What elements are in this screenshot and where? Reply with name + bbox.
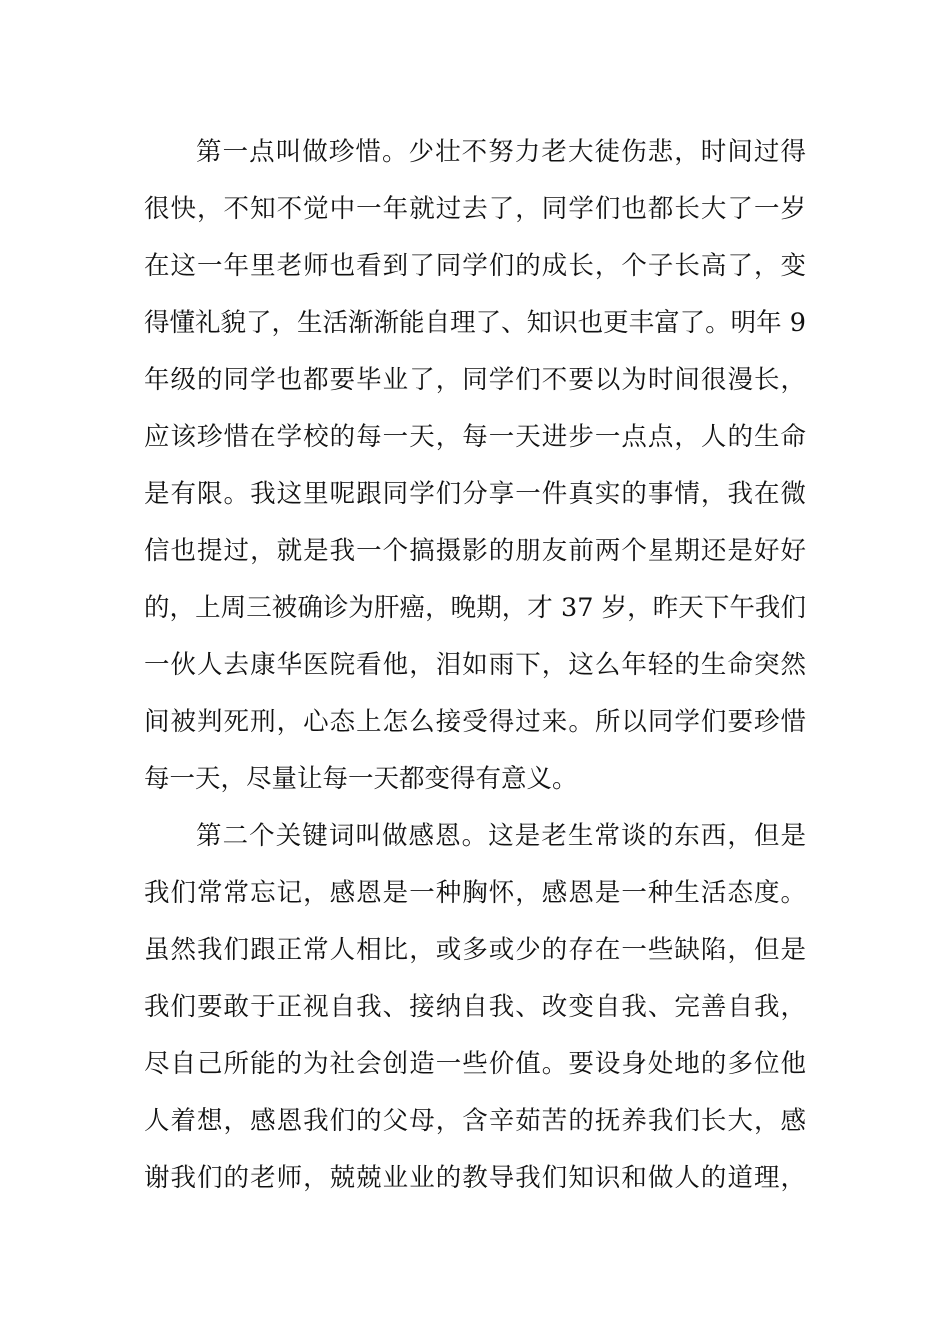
text-line: 得懂礼貌了，生活渐渐能自理了、知识也更丰富了。明年 9 bbox=[144, 308, 806, 338]
text-line: 一伙人去康华医院看他，泪如雨下，这么年轻的生命突然 bbox=[144, 650, 806, 680]
text-line: 尽自己所能的为社会创造一些价值。要设身处地的多位他 bbox=[144, 1049, 806, 1079]
text-line: 年级的同学也都要毕业了，同学们不要以为时间很漫长， bbox=[144, 365, 806, 395]
paragraph-cherish bbox=[144, 124, 806, 808]
text-line: 谢我们的老师，兢兢业业的教导我们知识和做人的道理， bbox=[144, 1163, 806, 1193]
text-line: 很快，不知不觉中一年就过去了，同学们也都长大了一岁 bbox=[144, 194, 806, 224]
text-line: 应该珍惜在学校的每一天，每一天进步一点点，人的生命 bbox=[144, 422, 806, 452]
text-line: 在这一年里老师也看到了同学们的成长，个子长高了，变 bbox=[144, 251, 806, 281]
text-line: 我们要敢于正视自我、接纳自我、改变自我、完善自我， bbox=[144, 992, 806, 1022]
text-line: 我们常常忘记，感恩是一种胸怀，感恩是一种生活态度。 bbox=[144, 878, 806, 908]
text-line: 间被判死刑，心态上怎么接受得过来。所以同学们要珍惜 bbox=[144, 707, 806, 737]
text-line: 每一天，尽量让每一天都变得有意义。 bbox=[144, 764, 578, 794]
text-line: 第一点叫做珍惜。少壮不努力老大徒伤悲，时间过得 bbox=[196, 137, 806, 167]
text-line: 第二个关键词叫做感恩。这是老生常谈的东西，但是 bbox=[196, 821, 806, 851]
paragraph-gratitude bbox=[144, 808, 806, 1207]
text-line: 信也提过，就是我一个搞摄影的朋友前两个星期还是好好 bbox=[144, 536, 806, 566]
text-line: 是有限。我这里呢跟同学们分享一件真实的事情，我在微 bbox=[144, 479, 806, 509]
text-line: 的，上周三被确诊为肝癌，晚期，才 37 岁，昨天下午我们 bbox=[144, 593, 806, 623]
text-line: 虽然我们跟正常人相比，或多或少的存在一些缺陷，但是 bbox=[144, 935, 806, 965]
document-body bbox=[144, 124, 806, 1207]
text-line: 人着想，感恩我们的父母，含辛茹苦的抚养我们长大，感 bbox=[144, 1106, 806, 1136]
